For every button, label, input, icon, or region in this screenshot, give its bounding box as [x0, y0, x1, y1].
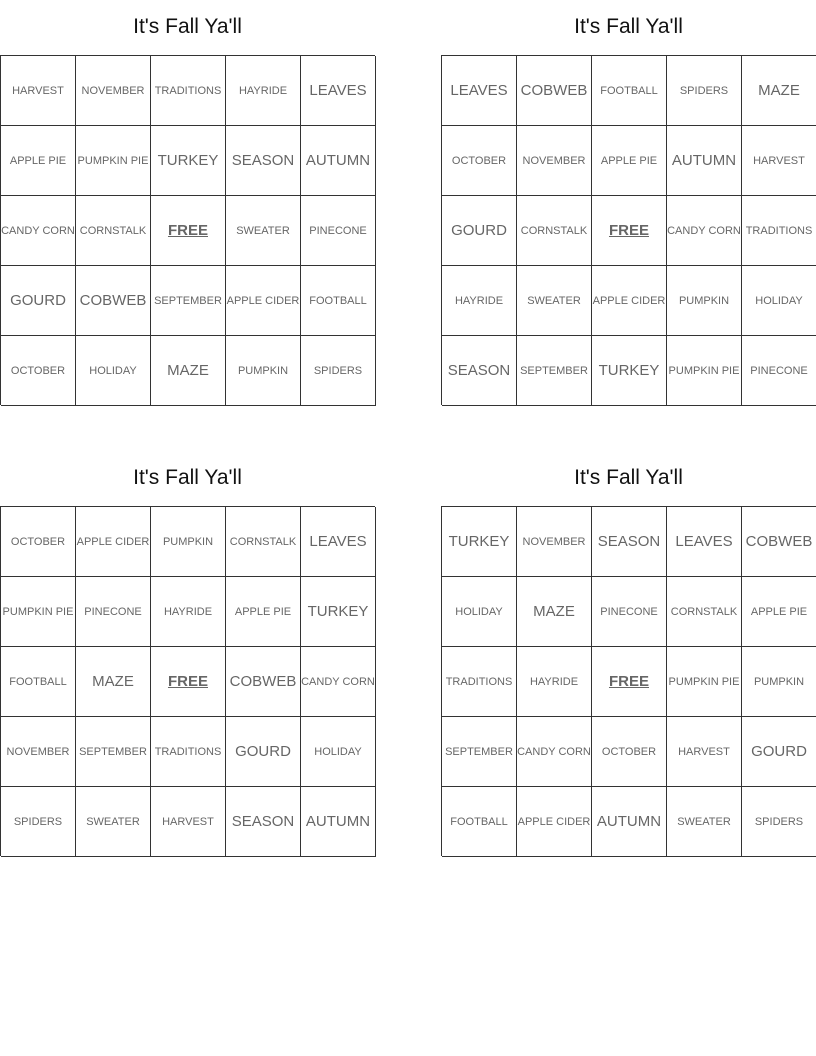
bingo-cell: PUMPKIN PIE: [1, 577, 76, 647]
bingo-cell: PUMPKIN: [667, 266, 742, 336]
bingo-cell: SEASON: [592, 507, 667, 577]
bingo-cell: TRADITIONS: [151, 56, 226, 126]
bingo-grid: [441, 55, 816, 405]
bingo-cell: APPLE PIE: [1, 126, 76, 196]
bingo-cell: SEPTEMBER: [151, 266, 226, 336]
bingo-cell: AUTUMN: [667, 126, 742, 196]
bingo-cell: CORNSTALK: [76, 196, 151, 266]
bingo-cell: APPLE CIDER: [517, 787, 592, 857]
bingo-cell: AUTUMN: [301, 126, 376, 196]
bingo-cell: HARVEST: [151, 787, 226, 857]
bingo-cell: APPLE PIE: [592, 126, 667, 196]
bingo-cell: TRADITIONS: [742, 196, 816, 266]
bingo-cell: NOVEMBER: [517, 507, 592, 577]
bingo-cell: NOVEMBER: [76, 56, 151, 126]
bingo-cell: TURKEY: [592, 336, 667, 406]
bingo-cell: FOOTBALL: [442, 787, 517, 857]
bingo-cell: HARVEST: [667, 717, 742, 787]
bingo-cell: CORNSTALK: [226, 507, 301, 577]
bingo-cell: AUTUMN: [592, 787, 667, 857]
bingo-cell: SWEATER: [667, 787, 742, 857]
bingo-cell: APPLE PIE: [742, 577, 816, 647]
bingo-cell: OCTOBER: [1, 507, 76, 577]
bingo-cell: CANDY CORN: [301, 647, 376, 717]
card-title: It's Fall Ya'll: [574, 466, 683, 489]
bingo-cell: PUMPKIN: [226, 336, 301, 406]
card-title: It's Fall Ya'll: [574, 15, 683, 38]
bingo-cell: CORNSTALK: [517, 196, 592, 266]
card-title: It's Fall Ya'll: [133, 15, 242, 38]
bingo-grid: [441, 506, 816, 856]
bingo-cell: APPLE CIDER: [592, 266, 667, 336]
bingo-cell: OCTOBER: [1, 336, 76, 406]
bingo-card-2: [441, 0, 816, 405]
bingo-cell: SWEATER: [226, 196, 301, 266]
bingo-card-1: [0, 0, 375, 405]
bingo-cell: NOVEMBER: [1, 717, 76, 787]
bingo-cell: COBWEB: [226, 647, 301, 717]
bingo-cell: SEASON: [226, 787, 301, 857]
bingo-cell: LEAVES: [301, 507, 376, 577]
bingo-cell: FOOTBALL: [592, 56, 667, 126]
bingo-cell: NOVEMBER: [517, 126, 592, 196]
bingo-cell: SPIDERS: [1, 787, 76, 857]
bingo-cell: CORNSTALK: [667, 577, 742, 647]
bingo-cell: FOOTBALL: [301, 266, 376, 336]
bingo-cell: SEPTEMBER: [442, 717, 517, 787]
bingo-cell: APPLE CIDER: [76, 507, 151, 577]
bingo-cell: LEAVES: [301, 56, 376, 126]
bingo-cell: SWEATER: [76, 787, 151, 857]
bingo-cell: GOURD: [226, 717, 301, 787]
bingo-cell: PINECONE: [301, 196, 376, 266]
bingo-cell: LEAVES: [442, 56, 517, 126]
card-title: It's Fall Ya'll: [133, 466, 242, 489]
bingo-cell: CANDY CORN: [667, 196, 742, 266]
bingo-cell: FOOTBALL: [1, 647, 76, 717]
free-space: FREE: [592, 647, 667, 717]
bingo-cell: HARVEST: [1, 56, 76, 126]
bingo-cell: SPIDERS: [667, 56, 742, 126]
bingo-cell: HAYRIDE: [442, 266, 517, 336]
bingo-cell: HOLIDAY: [442, 577, 517, 647]
bingo-cell: COBWEB: [742, 507, 816, 577]
free-space: FREE: [592, 196, 667, 266]
bingo-cell: PUMPKIN: [151, 507, 226, 577]
bingo-cell: PUMPKIN PIE: [667, 336, 742, 406]
bingo-cell: PINECONE: [592, 577, 667, 647]
bingo-cell: LEAVES: [667, 507, 742, 577]
bingo-cell: SEPTEMBER: [76, 717, 151, 787]
bingo-cell: TRADITIONS: [442, 647, 517, 717]
bingo-cell: HAYRIDE: [226, 56, 301, 126]
bingo-cell: CANDY CORN: [1, 196, 76, 266]
bingo-cell: GOURD: [442, 196, 517, 266]
bingo-card-3: [0, 451, 375, 856]
bingo-cell: SPIDERS: [301, 336, 376, 406]
bingo-cell: SEPTEMBER: [517, 336, 592, 406]
bingo-cell: HOLIDAY: [301, 717, 376, 787]
bingo-cell: HAYRIDE: [517, 647, 592, 717]
bingo-cell: OCTOBER: [442, 126, 517, 196]
bingo-cell: GOURD: [742, 717, 816, 787]
bingo-cell: GOURD: [1, 266, 76, 336]
bingo-cell: SPIDERS: [742, 787, 816, 857]
bingo-cell: CANDY CORN: [517, 717, 592, 787]
bingo-cell: COBWEB: [517, 56, 592, 126]
bingo-cell: PINECONE: [76, 577, 151, 647]
bingo-card-4: [441, 451, 816, 856]
bingo-cell: HOLIDAY: [742, 266, 816, 336]
bingo-cell: HAYRIDE: [151, 577, 226, 647]
bingo-cell: PUMPKIN PIE: [76, 126, 151, 196]
free-space: FREE: [151, 196, 226, 266]
bingo-cell: TURKEY: [301, 577, 376, 647]
bingo-cell: HARVEST: [742, 126, 816, 196]
bingo-grid: [0, 506, 375, 856]
bingo-cell: AUTUMN: [301, 787, 376, 857]
bingo-cell: MAZE: [151, 336, 226, 406]
bingo-cell: SEASON: [442, 336, 517, 406]
bingo-grid: [0, 55, 375, 405]
bingo-cell: MAZE: [742, 56, 816, 126]
bingo-cell: OCTOBER: [592, 717, 667, 787]
bingo-cell: SEASON: [226, 126, 301, 196]
bingo-cell: MAZE: [517, 577, 592, 647]
bingo-cell: TURKEY: [151, 126, 226, 196]
bingo-cell: PINECONE: [742, 336, 816, 406]
bingo-cell: TURKEY: [442, 507, 517, 577]
bingo-cell: MAZE: [76, 647, 151, 717]
bingo-cell: TRADITIONS: [151, 717, 226, 787]
bingo-cell: PUMPKIN PIE: [667, 647, 742, 717]
bingo-cell: COBWEB: [76, 266, 151, 336]
bingo-cell: SWEATER: [517, 266, 592, 336]
free-space: FREE: [151, 647, 226, 717]
bingo-cell: APPLE CIDER: [226, 266, 301, 336]
bingo-cell: APPLE PIE: [226, 577, 301, 647]
bingo-cell: PUMPKIN: [742, 647, 816, 717]
bingo-cell: HOLIDAY: [76, 336, 151, 406]
